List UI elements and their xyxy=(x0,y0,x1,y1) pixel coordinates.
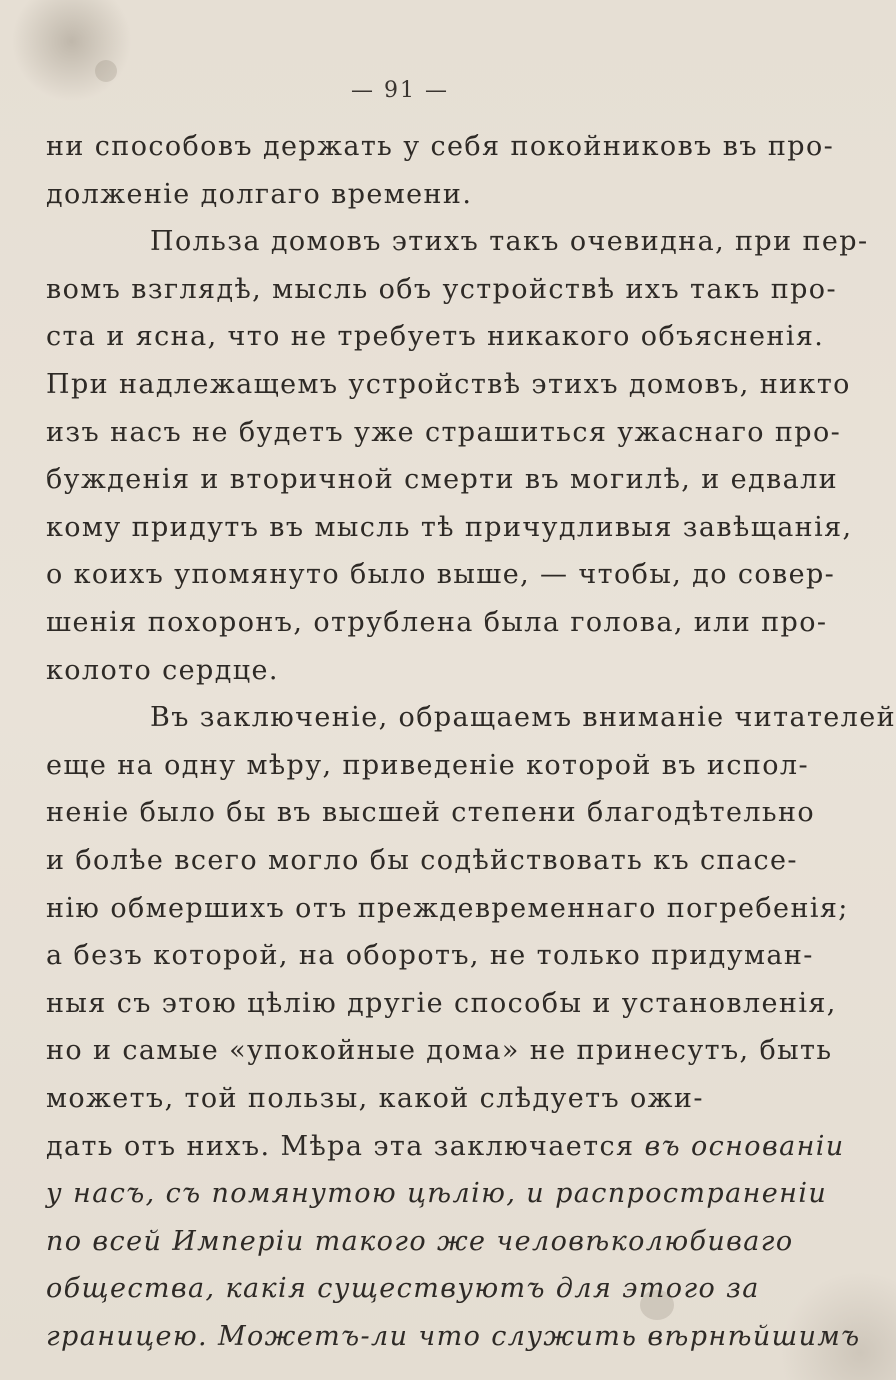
text-line-10: о коихъ упомянуто было выше, — чтобы, до совер- xyxy=(46,559,836,590)
text-line-9: кому придутъ въ мысль тѣ причудливыя завѣщанія, xyxy=(46,512,853,543)
text-line-11: шенія похоронъ, отрублена была голова, или про- xyxy=(46,607,828,638)
text-line-25: общества, какія существуютъ для этого за xyxy=(46,1273,760,1304)
text-line-8: бужденія и вторичной смерти въ могилѣ, и едвали xyxy=(46,464,839,495)
text-line-14: еще на одну мѣру, приведеніе которой въ испол- xyxy=(46,750,809,781)
text-line-5: ста и ясна, что не требуетъ никакого объясненія. xyxy=(46,321,825,352)
text-line-17: нію обмершихъ отъ преждевременнаго погребенія; xyxy=(46,893,849,924)
text-line-3: Польза домовъ этихъ такъ очевидна, при пер- xyxy=(150,226,869,257)
text-line-12: колото сердце. xyxy=(46,655,279,686)
text-line-19: ныя съ этою цѣлію другіе способы и установленія, xyxy=(46,988,837,1019)
text-line-7: изъ насъ не будетъ уже страшиться ужаснаго про- xyxy=(46,417,842,448)
text-line-26: границею. Можетъ-ли что служить вѣрнѣйшимъ xyxy=(46,1321,861,1352)
text-line-4: вомъ взглядѣ, мысль объ устройствѣ ихъ такъ про- xyxy=(46,274,837,305)
text-line-23: у насъ, съ помянутою цѣлію, и распространеніи xyxy=(46,1178,828,1209)
text-line-13: Въ заключеніе, обращаемъ вниманіе читателей xyxy=(150,702,896,733)
text-line-24: по всей Имперіи такого же человѣколюбиваго xyxy=(46,1226,794,1257)
page-number: — 91 — xyxy=(351,78,449,103)
text-line-22-italic: въ основаніи xyxy=(644,1131,845,1162)
text-line-16: и болѣе всего могло бы содѣйствовать къ спасе- xyxy=(46,845,798,876)
text-line-2: долженіе долгаго времени. xyxy=(46,179,473,210)
text-line-21: можетъ, той пользы, какой слѣдуетъ ожи- xyxy=(46,1083,704,1114)
text-line-18: а безъ которой, на оборотъ, не только придуман- xyxy=(46,940,814,971)
text-line-22-start: дать отъ нихъ. Мѣра эта заключается xyxy=(46,1131,635,1162)
text-line-22 xyxy=(46,1130,845,1164)
text-line-6: При надлежащемъ устройствѣ этихъ домовъ, никто xyxy=(46,369,851,400)
text-line-20: но и самые «упокойные дома» не принесутъ, быть xyxy=(46,1035,833,1066)
text-line-15: неніе было бы въ высшей степени благодѣтельно xyxy=(46,797,816,828)
text-line-1: ни способовъ держать у себя покойниковъ въ про- xyxy=(46,131,835,162)
